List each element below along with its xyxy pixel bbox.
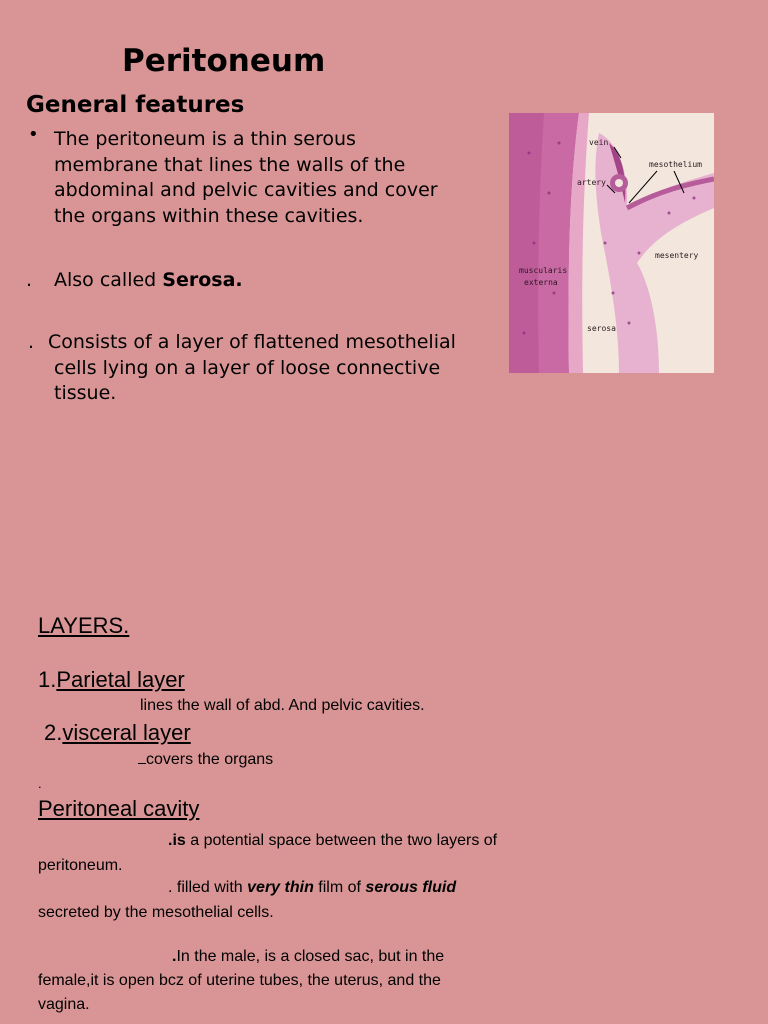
visceral-description: covers the organs <box>138 750 273 769</box>
label-mesentery: mesentery <box>655 251 699 260</box>
cavity-heading: Peritoneal cavity <box>38 796 200 821</box>
label-serosa: serosa <box>587 324 616 333</box>
label-mesothelium: mesothelium <box>649 160 702 169</box>
cavity-line-6: female,it is open bcz of uterine tubes, the uterus, and the <box>38 972 441 989</box>
histology-micrograph <box>509 113 714 373</box>
visceral-heading: 2.visceral layer <box>44 720 191 745</box>
parietal-description: lines the wall of abd. And pelvic cavities. <box>140 697 425 714</box>
cavity-line-2: peritoneum. <box>38 857 123 874</box>
serosa-term: Serosa. <box>162 269 243 291</box>
page-title: Peritoneum <box>122 43 326 79</box>
label-muscularis: muscularis <box>519 266 568 275</box>
bullet-3-text: Consists of a layer of flattened mesothelial cells lying on a layer of loose connective tissue. <box>48 331 456 404</box>
micrograph-svg <box>509 113 714 373</box>
layers-heading: LAYERS. <box>38 613 130 638</box>
cavity-line-7: vagina. <box>38 996 90 1013</box>
cavity-line-1: .is a potential space between the two layers of <box>168 832 498 849</box>
section-subtitle: General features <box>26 92 245 118</box>
label-externa: externa <box>524 278 558 287</box>
cavity-line-4: secreted by the mesothelial cells. <box>38 904 274 921</box>
label-artery: artery <box>577 178 606 187</box>
parietal-heading: 1.Parietal layer <box>38 667 185 692</box>
bullet-dot: • <box>28 124 39 145</box>
cavity-line-3: . filled with very thin film of serous fluid <box>168 879 457 896</box>
bullet-1-text: The peritoneum is a thin serous membrane that lines the walls of the abdominal and pelvic cavities and cover the organs within these cavities. <box>54 128 438 227</box>
label-vein: vein <box>589 138 609 147</box>
bullet-2-text: Also called Serosa. <box>54 269 243 291</box>
cavity-line-5: .In the male, is a closed sac, but in the <box>172 948 445 965</box>
bullet-2-dot: . <box>26 269 33 291</box>
stray-dot: . <box>38 776 42 791</box>
bullet-3-dot: . <box>28 331 35 353</box>
